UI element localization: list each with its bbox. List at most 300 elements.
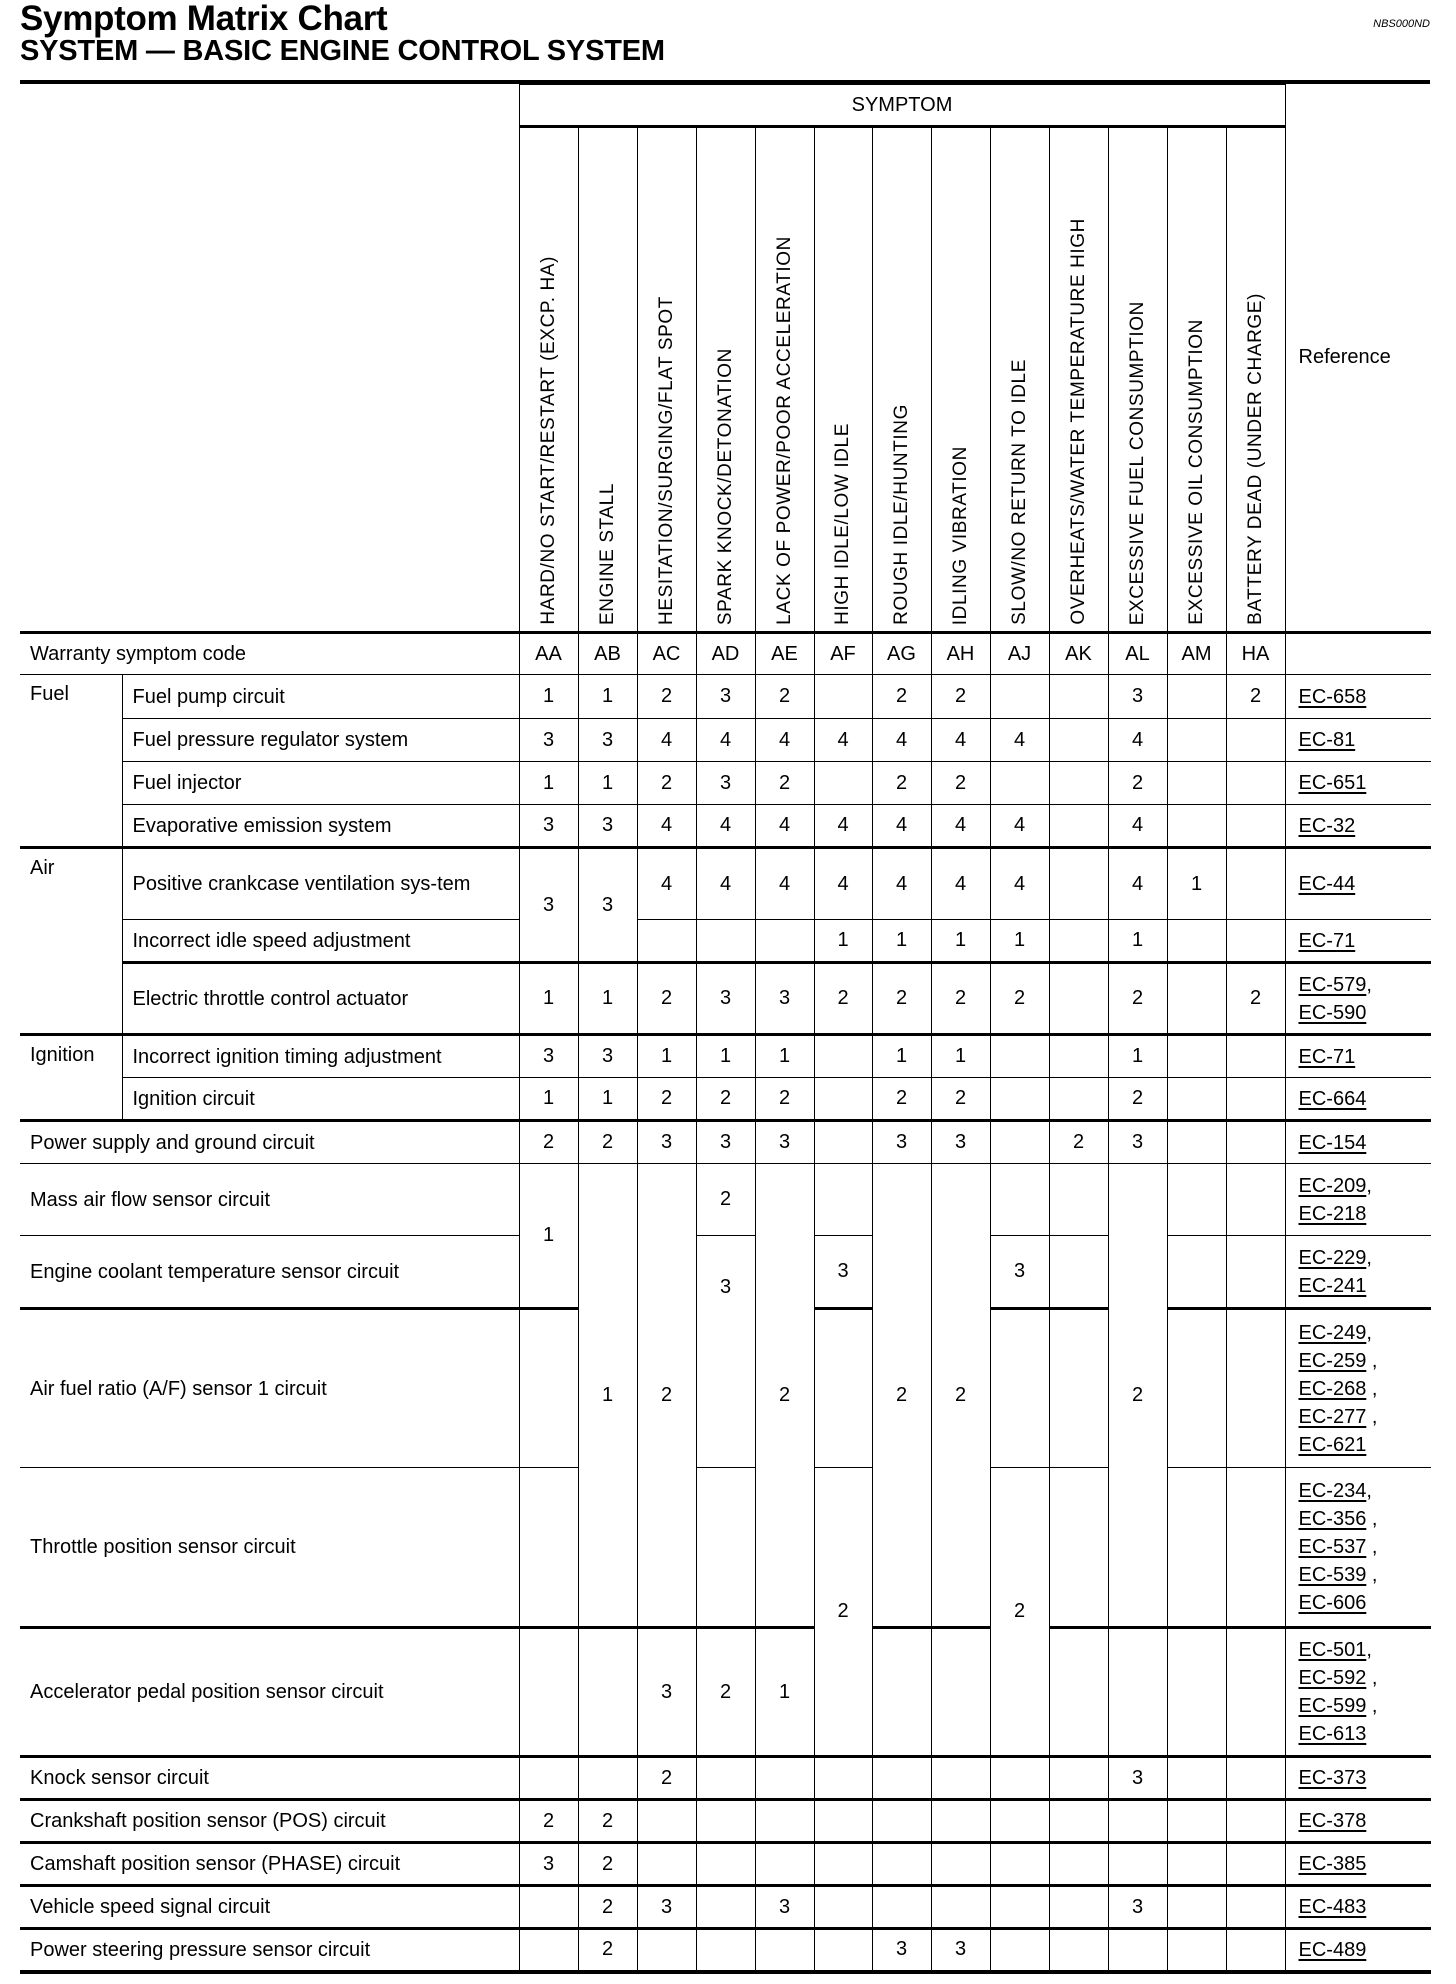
cell: 2	[578, 1929, 637, 1972]
cell	[1226, 719, 1285, 762]
cell	[519, 1309, 578, 1468]
cell	[1167, 963, 1226, 1035]
cell	[872, 1800, 931, 1843]
table-row	[20, 1757, 1431, 1800]
row-label: Fuel pump circuit	[122, 675, 519, 719]
cell	[1049, 762, 1108, 805]
symptom-header-AH: IDLING VIBRATION	[931, 127, 990, 633]
cell	[1049, 719, 1108, 762]
cell	[1226, 920, 1285, 963]
cell: 3	[519, 1035, 578, 1078]
cell	[519, 1929, 578, 1972]
cell: 3	[519, 719, 578, 762]
cell	[1049, 1628, 1108, 1757]
cell	[1167, 805, 1226, 848]
header-blank-corner	[20, 85, 519, 633]
reference-cell	[1285, 1078, 1431, 1121]
reference-link[interactable]: EC-229	[1298, 1246, 1367, 1269]
cell	[814, 1757, 872, 1800]
cell	[1049, 1468, 1108, 1628]
cell	[755, 1843, 814, 1886]
table-row	[20, 963, 1431, 1035]
cell: 3	[696, 675, 755, 719]
cell	[1167, 1236, 1226, 1309]
cell	[1226, 1757, 1285, 1800]
symptom-header-AG: ROUGH IDLE/HUNTING	[872, 127, 931, 633]
cell: 3	[755, 963, 814, 1035]
cell: 1	[519, 1078, 578, 1121]
cell: 1	[696, 1035, 755, 1078]
table-row	[20, 1628, 1431, 1757]
reference-cell: EC-579, EC-590	[1285, 963, 1431, 1035]
cell: 2	[578, 1121, 637, 1164]
row-label: Engine coolant temperature sensor circuit	[20, 1236, 519, 1309]
cell	[990, 1929, 1049, 1972]
cell: 2	[872, 1164, 931, 1628]
cell	[1167, 1628, 1226, 1757]
cell: 2	[872, 675, 931, 719]
cell	[872, 1886, 931, 1929]
cell: 4	[1108, 848, 1167, 920]
cell	[990, 1886, 1049, 1929]
cell: 3	[755, 1886, 814, 1929]
reference-cell	[1285, 1886, 1431, 1929]
reference-link[interactable]: EC-356	[1298, 1508, 1367, 1530]
cell	[814, 1035, 872, 1078]
cell: 1	[814, 920, 872, 963]
document-id: NBS000ND	[1373, 18, 1430, 30]
row-label: Throttle position sensor circuit	[20, 1468, 519, 1628]
cell: 2	[1108, 762, 1167, 805]
reference-link[interactable]: EC-259	[1298, 1349, 1367, 1372]
cell	[637, 920, 696, 963]
reference-link[interactable]: EC-71	[1298, 929, 1356, 952]
symptom-header-AJ: SLOW/NO RETURN TO IDLE	[990, 127, 1049, 633]
cell: 4	[637, 719, 696, 762]
cell	[814, 1800, 872, 1843]
table-row	[20, 1886, 1431, 1929]
reference-link[interactable]: EC-71	[1298, 1045, 1356, 1068]
cell	[1167, 1468, 1226, 1628]
cell: 1	[931, 1035, 990, 1078]
cell	[814, 762, 872, 805]
cell	[1167, 920, 1226, 963]
cell	[814, 1886, 872, 1929]
cell	[1049, 848, 1108, 920]
cell	[1108, 1843, 1167, 1886]
code-AB: AB	[578, 633, 637, 675]
table-row	[20, 1035, 1431, 1078]
reference-link[interactable]: EC-579	[1298, 973, 1367, 996]
cell	[755, 1757, 814, 1800]
cell: 4	[931, 719, 990, 762]
reference-link[interactable]: EC-539	[1298, 1564, 1367, 1586]
cell	[990, 1757, 1049, 1800]
cell	[990, 1309, 1049, 1468]
cell: 2	[1108, 963, 1167, 1035]
symptom-header-AK: OVERHEATS/WATER TEMPERATURE HIGH	[1049, 127, 1108, 633]
reference-link[interactable]: EC-241	[1298, 1274, 1367, 1297]
cell	[1167, 762, 1226, 805]
cell: 3	[990, 1236, 1049, 1309]
table-row	[20, 1121, 1431, 1164]
cell	[814, 1929, 872, 1972]
cell: 4	[931, 848, 990, 920]
cell: 1	[519, 963, 578, 1035]
cell: 3	[578, 848, 637, 963]
cell: 3	[931, 1929, 990, 1972]
cell	[519, 1886, 578, 1929]
table-row	[20, 1843, 1431, 1886]
cell	[696, 920, 755, 963]
reference-link[interactable]: EC-658	[1298, 685, 1367, 708]
cell: 1	[1167, 848, 1226, 920]
cell	[755, 1800, 814, 1843]
cell	[1167, 1886, 1226, 1929]
cell: 3	[637, 1628, 696, 1757]
cell: 4	[755, 805, 814, 848]
cell: 4	[696, 805, 755, 848]
reference-cell	[1285, 675, 1431, 719]
cell: 3	[1108, 1757, 1167, 1800]
cell: 3	[1108, 1121, 1167, 1164]
reference-cell	[1285, 1121, 1431, 1164]
row-label: Positive crankcase ventilation sys-tem	[122, 848, 519, 920]
row-label: Power supply and ground circuit	[20, 1121, 519, 1164]
cell: 1	[578, 762, 637, 805]
cell	[814, 1078, 872, 1121]
cell	[696, 1757, 755, 1800]
cell: 1	[1108, 920, 1167, 963]
reference-link[interactable]: EC-483	[1298, 1896, 1367, 1918]
table-row	[20, 675, 1431, 719]
cell: 1	[519, 1164, 578, 1309]
symptom-header-AB: ENGINE STALL	[578, 127, 637, 633]
cell: 2	[519, 1800, 578, 1843]
cell	[1108, 1929, 1167, 1972]
cell: 2	[696, 1164, 755, 1236]
cell	[1226, 1628, 1285, 1757]
cell	[990, 1843, 1049, 1886]
cell	[755, 1929, 814, 1972]
cell	[1167, 1929, 1226, 1972]
cell: 2	[1049, 1121, 1108, 1164]
table-row	[20, 1468, 1431, 1628]
cell: 3	[519, 805, 578, 848]
cell	[990, 675, 1049, 719]
cell: 1	[755, 1628, 814, 1757]
cell	[519, 1628, 578, 1757]
reference-link[interactable]: EC-606	[1298, 1592, 1367, 1614]
cell	[519, 1757, 578, 1800]
cell	[814, 1121, 872, 1164]
cell: 3	[637, 1886, 696, 1929]
cell: 2	[637, 1078, 696, 1121]
cell: 2	[1108, 1078, 1167, 1121]
cell	[1167, 1757, 1226, 1800]
reference-link[interactable]: EC-154	[1298, 1131, 1367, 1154]
cell	[1108, 1800, 1167, 1843]
cell	[1167, 1800, 1226, 1843]
cell	[990, 1035, 1049, 1078]
category-fuel: Fuel	[20, 675, 122, 848]
cell	[696, 1800, 755, 1843]
reference-link[interactable]: EC-234	[1298, 1480, 1367, 1502]
cell	[1049, 1843, 1108, 1886]
row-label: Incorrect idle speed adjustment	[122, 920, 519, 963]
row-label: Vehicle speed signal circuit	[20, 1886, 519, 1929]
cell	[637, 1929, 696, 1972]
cell: 2	[931, 963, 990, 1035]
reference-link[interactable]: EC-268	[1298, 1377, 1367, 1400]
cell: 2	[637, 1164, 696, 1628]
cell	[1226, 1164, 1285, 1236]
cell: 4	[755, 848, 814, 920]
reference-link[interactable]: EC-501	[1298, 1639, 1367, 1661]
reference-link[interactable]: EC-664	[1298, 1087, 1367, 1110]
cell	[519, 1468, 578, 1628]
cell: 2	[755, 675, 814, 719]
code-AL: AL	[1108, 633, 1167, 675]
code-AD: AD	[696, 633, 755, 675]
cell: 4	[755, 719, 814, 762]
cell: 2	[931, 762, 990, 805]
reference-link[interactable]: EC-249	[1298, 1321, 1367, 1344]
reference-cell	[1285, 848, 1431, 920]
cell: 3	[872, 1121, 931, 1164]
cell	[1049, 1886, 1108, 1929]
cell	[1167, 1078, 1226, 1121]
cell: 1	[578, 675, 637, 719]
row-label: Evaporative emission system	[122, 805, 519, 848]
cell	[696, 1843, 755, 1886]
reference-link[interactable]: EC-489	[1298, 1938, 1367, 1961]
reference-cell: EC-249, EC-259 , EC-268 , EC-277 , EC-621	[1285, 1309, 1431, 1468]
reference-cell	[1285, 719, 1431, 762]
table-row	[20, 848, 1431, 920]
table-row	[20, 1164, 1431, 1236]
cell	[814, 675, 872, 719]
reference-link[interactable]: EC-599	[1298, 1695, 1367, 1717]
row-label: Power steering pressure sensor circuit	[20, 1929, 519, 1972]
symptom-header-AL: EXCESSIVE FUEL CONSUMPTION	[1108, 127, 1167, 633]
reference-column-header: Reference	[1285, 85, 1431, 633]
cell	[1226, 1035, 1285, 1078]
cell	[1167, 675, 1226, 719]
cell: 2	[931, 675, 990, 719]
cell: 3	[872, 1929, 931, 1972]
reference-link[interactable]: EC-621	[1298, 1433, 1367, 1456]
cell	[1049, 1164, 1108, 1236]
cell	[578, 1628, 637, 1757]
cell: 1	[755, 1035, 814, 1078]
code-AG: AG	[872, 633, 931, 675]
cell	[990, 1121, 1049, 1164]
reference-link[interactable]: EC-613	[1298, 1723, 1367, 1745]
cell: 2	[637, 1757, 696, 1800]
cell	[1167, 1035, 1226, 1078]
cell: 2	[637, 762, 696, 805]
row-label: Camshaft position sensor (PHASE) circuit	[20, 1843, 519, 1886]
reference-cell	[1285, 1800, 1431, 1843]
cell	[696, 1886, 755, 1929]
cell	[1226, 1236, 1285, 1309]
cell: 4	[872, 848, 931, 920]
cell	[931, 1800, 990, 1843]
row-label: Incorrect ignition timing adjustment	[122, 1035, 519, 1078]
cell: 4	[696, 719, 755, 762]
table-row	[20, 1236, 1431, 1309]
row-label: Crankshaft position sensor (POS) circuit	[20, 1800, 519, 1843]
symptom-header-AA: HARD/NO START/RESTART (EXCP. HA)	[519, 127, 578, 633]
cell: 2	[637, 963, 696, 1035]
cell: 1	[1108, 1035, 1167, 1078]
cell: 3	[578, 805, 637, 848]
cell: 3	[1108, 1886, 1167, 1929]
symptom-header-AC: HESITATION/SURGING/FLAT SPOT	[637, 127, 696, 633]
cell: 2	[519, 1121, 578, 1164]
code-AE: AE	[755, 633, 814, 675]
cell: 2	[578, 1843, 637, 1886]
page-title: Symptom Matrix Chart	[20, 0, 388, 38]
cell	[1167, 1309, 1226, 1468]
cell: 2	[755, 1164, 814, 1628]
cell	[1049, 1757, 1108, 1800]
cell: 4	[931, 805, 990, 848]
reference-link[interactable]: EC-218	[1298, 1202, 1367, 1225]
cell: 2	[755, 762, 814, 805]
cell: 4	[990, 719, 1049, 762]
cell: 2	[872, 1078, 931, 1121]
cell	[1049, 920, 1108, 963]
cell: 1	[872, 920, 931, 963]
row-label: Fuel pressure regulator system	[122, 719, 519, 762]
cell: 1	[990, 920, 1049, 963]
reference-link[interactable]: EC-651	[1298, 772, 1367, 794]
reference-link[interactable]: EC-385	[1298, 1853, 1367, 1875]
category-air: Air	[20, 848, 122, 1035]
row-label: Air fuel ratio (A/F) sensor 1 circuit	[20, 1309, 519, 1468]
reference-link[interactable]: EC-378	[1298, 1810, 1367, 1832]
cell: 3	[578, 1035, 637, 1078]
table-row	[20, 1929, 1431, 1972]
symptom-header-AF: HIGH IDLE/LOW IDLE	[814, 127, 872, 633]
cell: 2	[578, 1886, 637, 1929]
symptom-header-AM: EXCESSIVE OIL CONSUMPTION	[1167, 127, 1226, 633]
reference-cell	[1285, 920, 1431, 963]
cell: 3	[696, 762, 755, 805]
cell	[1049, 1309, 1108, 1468]
reference-cell	[1285, 1035, 1431, 1078]
table-row	[20, 805, 1431, 848]
cell	[1049, 805, 1108, 848]
reference-cell	[1285, 1757, 1431, 1800]
cell: 2	[755, 1078, 814, 1121]
cell: 3	[1108, 675, 1167, 719]
cell: 4	[637, 805, 696, 848]
cell: 4	[872, 805, 931, 848]
cell: 4	[696, 848, 755, 920]
cell	[1049, 1236, 1108, 1309]
cell	[696, 1929, 755, 1972]
reference-link[interactable]: EC-537	[1298, 1536, 1367, 1558]
cell: 2	[814, 963, 872, 1035]
cell	[1049, 1929, 1108, 1972]
reference-cell	[1285, 762, 1431, 805]
reference-link[interactable]: EC-44	[1298, 873, 1356, 895]
cell	[931, 1886, 990, 1929]
cell: 3	[755, 1121, 814, 1164]
row-label: Accelerator pedal position sensor circuit	[20, 1628, 519, 1757]
cell: 2	[931, 1078, 990, 1121]
cell: 2	[1226, 675, 1285, 719]
table-row	[20, 1078, 1431, 1121]
cell	[1167, 719, 1226, 762]
code-AF: AF	[814, 633, 872, 675]
code-HA: HA	[1226, 633, 1285, 675]
reference-link[interactable]: EC-277	[1298, 1405, 1367, 1428]
code-AH: AH	[931, 633, 990, 675]
cell: 4	[990, 848, 1049, 920]
cell	[1049, 1035, 1108, 1078]
cell: 1	[931, 920, 990, 963]
cell: 4	[814, 805, 872, 848]
reference-link[interactable]: EC-209	[1298, 1174, 1367, 1197]
cell: 2	[872, 762, 931, 805]
cell	[1167, 1164, 1226, 1236]
reference-link[interactable]: EC-592	[1298, 1667, 1367, 1689]
symptom-group-header: SYMPTOM	[519, 85, 1285, 127]
cell: 2	[1226, 963, 1285, 1035]
reference-link[interactable]: EC-32	[1298, 814, 1356, 837]
row-label: Electric throttle control actuator	[122, 963, 519, 1035]
cell: 2	[696, 1628, 755, 1757]
reference-link[interactable]: EC-81	[1298, 729, 1356, 751]
cell	[814, 1164, 872, 1236]
cell	[1108, 1628, 1167, 1757]
warranty-code-row	[20, 633, 1431, 675]
cell	[990, 1078, 1049, 1121]
row-label: Ignition circuit	[122, 1078, 519, 1121]
cell: 2	[578, 1800, 637, 1843]
cell	[1226, 1886, 1285, 1929]
cell: 4	[1108, 719, 1167, 762]
cell	[1226, 1929, 1285, 1972]
cell	[1049, 675, 1108, 719]
cell: 2	[1108, 1164, 1167, 1628]
cell	[931, 1843, 990, 1886]
cell	[1167, 1121, 1226, 1164]
cell: 3	[696, 1236, 755, 1468]
row-label: Mass air flow sensor circuit	[20, 1164, 519, 1236]
cell: 3	[696, 1121, 755, 1164]
cell: 1	[578, 1164, 637, 1628]
reference-link[interactable]: EC-590	[1298, 1001, 1367, 1024]
table-row	[20, 1800, 1431, 1843]
cell	[814, 1843, 872, 1886]
cell: 2	[696, 1078, 755, 1121]
cell: 3	[519, 1843, 578, 1886]
category-ignition: Ignition	[20, 1035, 122, 1121]
reference-link[interactable]: EC-373	[1298, 1767, 1367, 1789]
symptom-header-AE: LACK OF POWER/POOR ACCELERATION	[755, 127, 814, 633]
reference-cell	[1285, 805, 1431, 848]
code-AK: AK	[1049, 633, 1108, 675]
cell: 2	[872, 963, 931, 1035]
cell	[872, 1757, 931, 1800]
cell	[990, 1164, 1049, 1236]
cell	[872, 1628, 931, 1757]
